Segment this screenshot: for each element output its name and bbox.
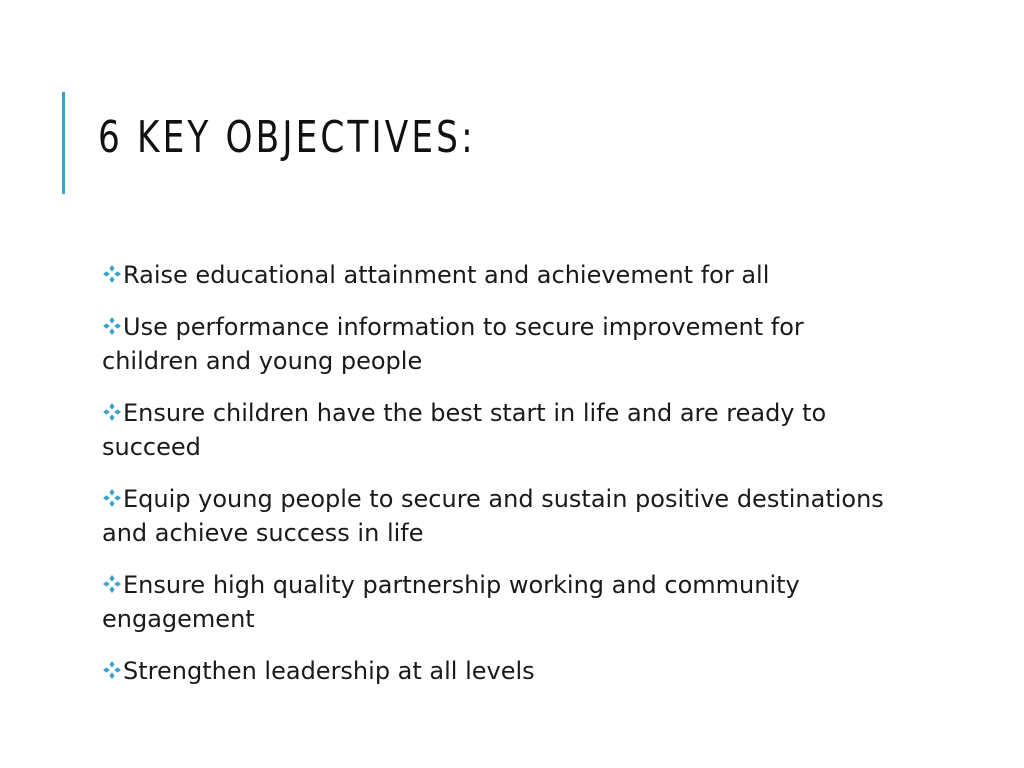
list-item bbox=[96, 258, 896, 292]
objectives-list bbox=[96, 258, 896, 706]
bullet-text: Ensure children have the best start in life and are ready to succeed bbox=[102, 399, 827, 461]
diamond-bullet-icon bbox=[102, 574, 122, 594]
diamond-bullet-icon bbox=[102, 488, 122, 508]
list-item bbox=[96, 396, 896, 464]
bullet-text: Use performance information to secure improvement for children and young people bbox=[102, 313, 804, 375]
bullet-text: Equip young people to secure and sustain positive destinations and achieve success in life bbox=[102, 485, 884, 547]
list-item bbox=[96, 568, 896, 636]
list-item bbox=[96, 654, 896, 688]
list-item bbox=[96, 482, 896, 550]
diamond-bullet-icon bbox=[102, 316, 122, 336]
bullet-text: Raise educational attainment and achievement for all bbox=[123, 261, 770, 289]
title-accent-bar bbox=[62, 92, 65, 194]
bullet-text: Strengthen leadership at all levels bbox=[123, 657, 535, 685]
diamond-bullet-icon bbox=[102, 402, 122, 422]
diamond-bullet-icon bbox=[102, 660, 122, 680]
bullet-text: Ensure high quality partnership working and community engagement bbox=[102, 571, 800, 633]
slide-title: 6 KEY OBJECTIVES: bbox=[98, 112, 476, 163]
list-item bbox=[96, 310, 896, 378]
diamond-bullet-icon bbox=[102, 264, 122, 284]
